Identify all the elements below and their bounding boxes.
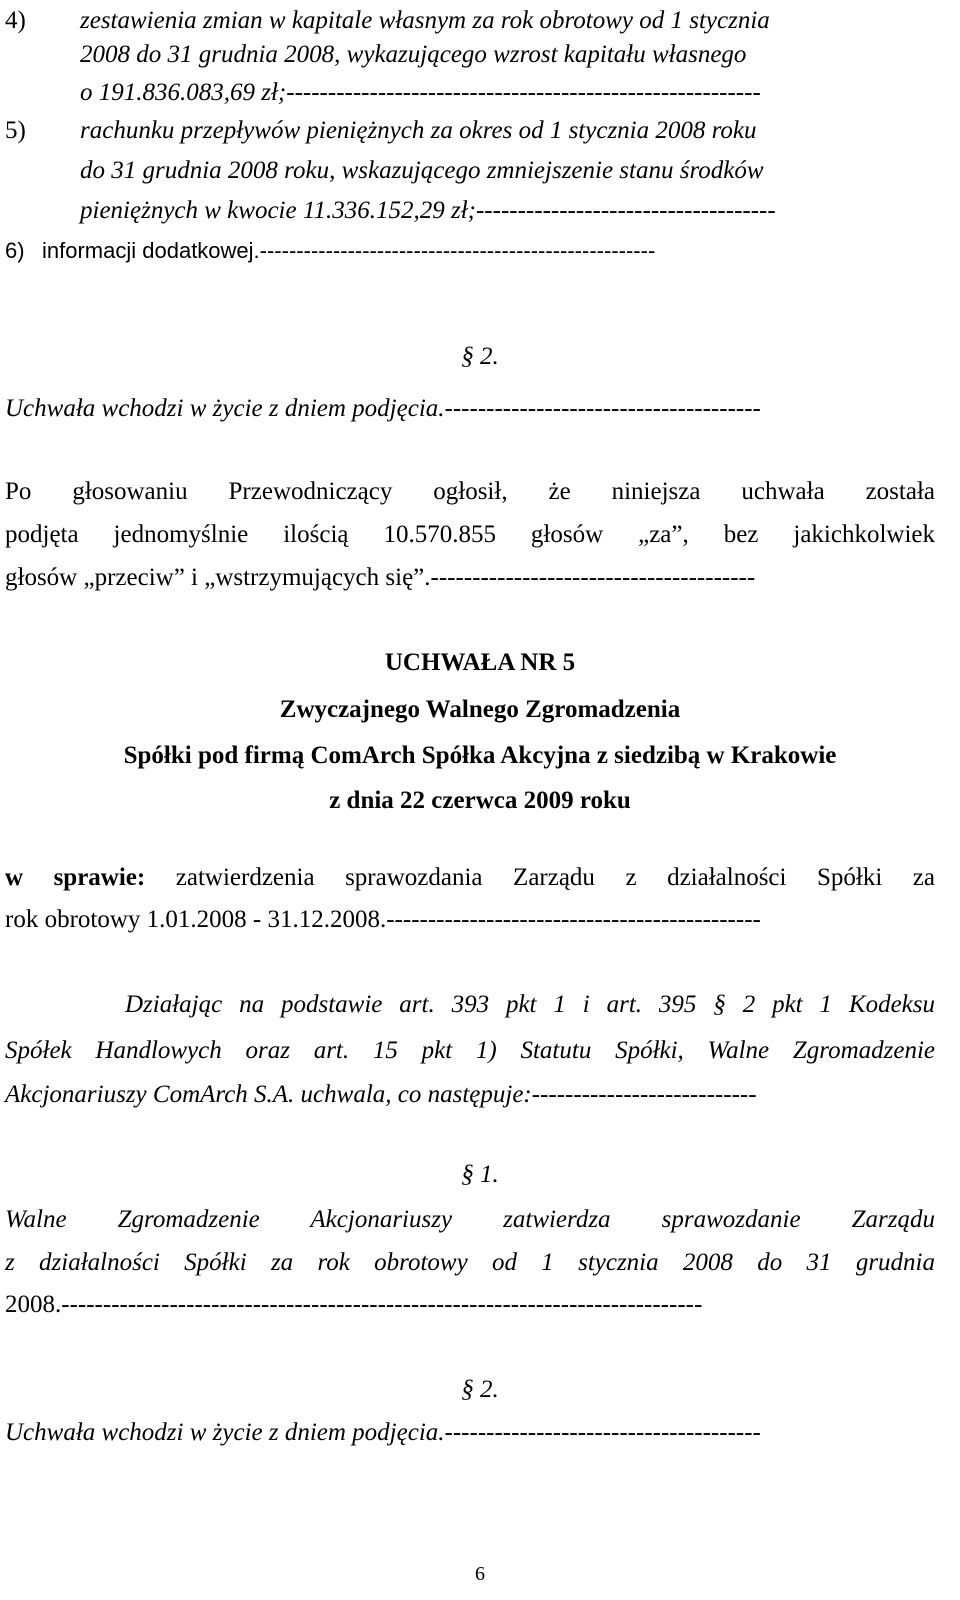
subject-label: w sprawie: (5, 864, 146, 891)
resolution-date: z dnia 22 czerwca 2009 roku (329, 787, 631, 814)
vote-result-line-3: głosów „przeciw” i „wstrzymujących się”.--------------------------------------- (5, 564, 756, 591)
section-heading-2-second: § 2. (461, 1376, 499, 1403)
basis-line-3: Akcjonariuszy ComArch S.A. uchwala, co następuje:--------------------------- (5, 1081, 757, 1108)
vote-result-line-1: Po głosowaniu Przewodniczący ogłosił, że niniejsza uchwała została (5, 478, 935, 505)
list-marker-4: 4) (5, 7, 26, 34)
page-number: 6 (475, 1563, 485, 1585)
vote-result-line-2: podjęta jednomyślnie ilością 10.570.855 głosów „za”, bez jakichkolwiek (5, 521, 935, 548)
list-item-4-line-2: 2008 do 31 grudnia 2008, wykazującego wzrost kapitału własnego (80, 41, 747, 68)
subject-line-2: rok obrotowy 1.01.2008 - 31.12.2008.--------------------------------------------- (5, 906, 761, 933)
basis-line-2: Spółek Handlowych oraz art. 15 pkt 1) Statutu Spółki, Walne Zgromadzenie (5, 1037, 935, 1064)
section-1-line-3: 2008.----------------------------------------------------------------------------- (5, 1291, 703, 1318)
list-marker-6: 6) (5, 238, 25, 263)
section-1-line-2: z działalności Spółki za rok obrotowy od 1 stycznia 2008 do 31 grudnia (5, 1249, 935, 1276)
list-item-4-line-1: zestawienia zmian w kapitale własnym za rok obrotowy od 1 stycznia (80, 7, 770, 34)
subject-line-1: w sprawie: zatwierdzenia sprawozdania Zarządu z działalności Spółki za (5, 864, 935, 891)
basis-line-1: Działając na podstawie art. 393 pkt 1 i art. 395 § 2 pkt 1 Kodeksu (125, 991, 935, 1018)
resolution-company: Spółki pod firmą ComArch Spółka Akcyjna z siedzibą w Krakowie (123, 742, 837, 769)
list-item-5-line-1: rachunku przepływów pieniężnych za okres od 1 stycznia 2008 roku (80, 117, 757, 144)
list-item-4-line-3: o 191.836.083,69 zł;--------------------------------------------------------- (80, 79, 761, 106)
section-2-text: Uchwała wchodzi w życie z dniem podjęcia.-------------------------------------- (5, 395, 761, 422)
list-marker-5: 5) (5, 117, 26, 144)
section-2-second-text: Uchwała wchodzi w życie z dniem podjęcia.-------------------------------------- (5, 1419, 761, 1446)
list-item-5-line-3: pieniężnych w kwocie 11.336.152,29 zł;------------------------------------ (80, 197, 776, 224)
section-heading-2: § 2. (461, 343, 499, 370)
section-1-line-1: Walne Zgromadzenie Akcjonariuszy zatwierdza sprawozdanie Zarządu (5, 1206, 935, 1233)
section-heading-1: § 1. (461, 1161, 499, 1188)
list-item-5-line-2: do 31 grudnia 2008 roku, wskazującego zmniejszenie stanu środków (80, 157, 764, 184)
list-item-6: informacji dodatkowej.------------------------------------------------------ (42, 238, 656, 263)
resolution-meeting: Zwyczajnego Walnego Zgromadzenia (279, 696, 681, 723)
resolution-title: UCHWAŁA NR 5 (384, 649, 576, 676)
